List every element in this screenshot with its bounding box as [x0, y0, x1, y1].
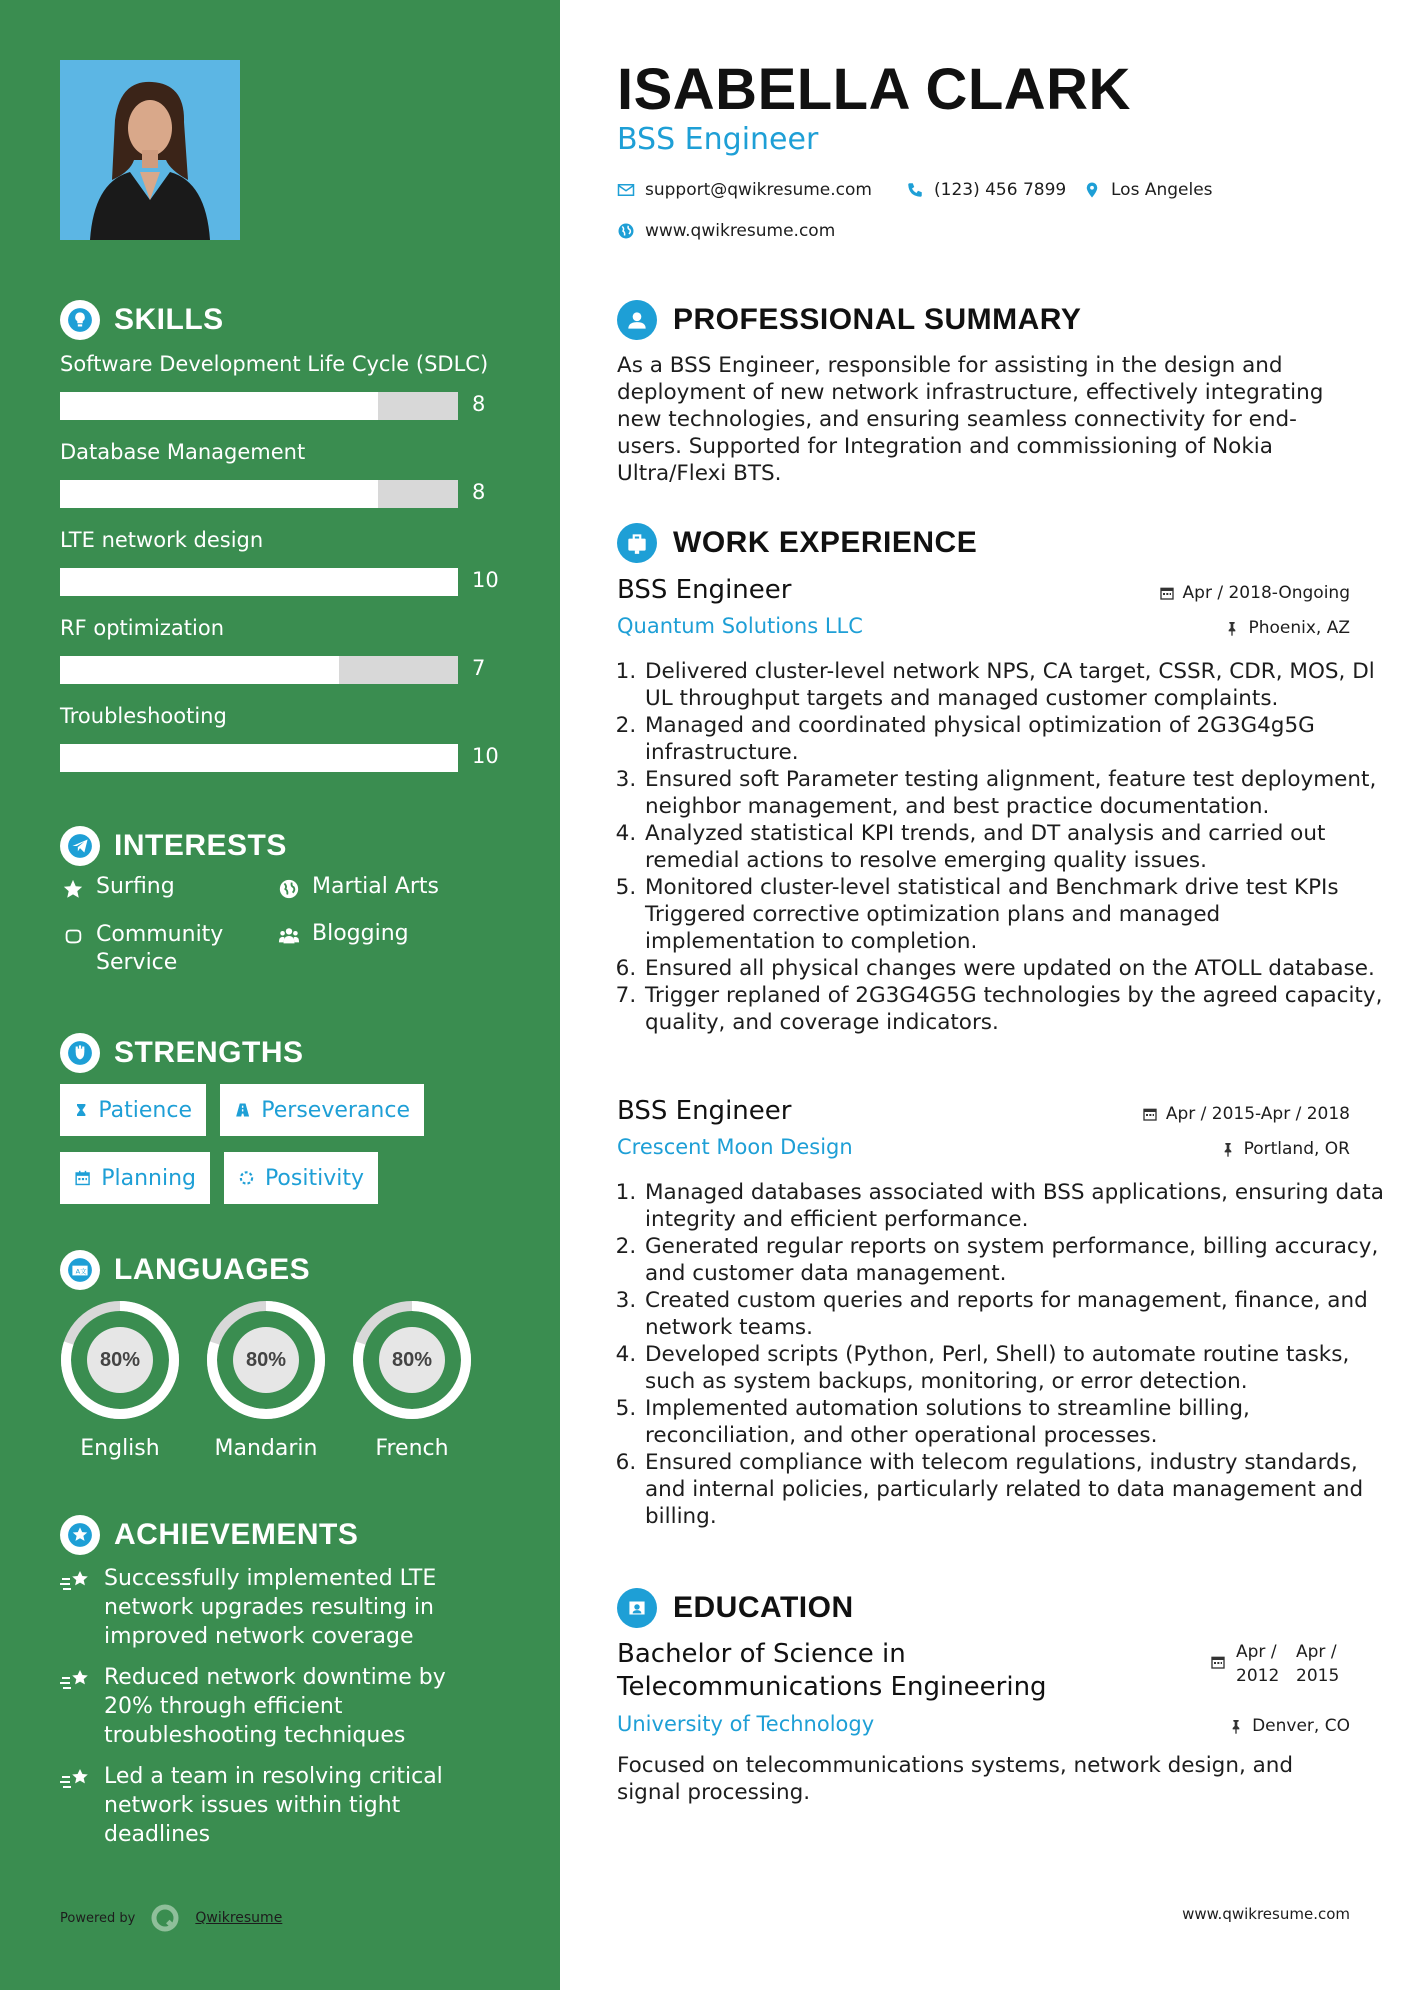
strength-chip-planning: Planning — [60, 1152, 210, 1204]
contact-website[interactable]: www.qwikresume.com — [617, 221, 835, 241]
education-degree: Bachelor of Science in Telecommunications Engineering — [617, 1639, 1047, 1702]
language-percent: 80% — [245, 1348, 287, 1371]
calendar-icon — [1142, 1106, 1158, 1122]
language-name: French — [375, 1436, 449, 1461]
duty-item: 6. Ensured all physical changes were updated on the ATOLL database. — [643, 955, 1385, 982]
envelope-icon — [617, 181, 635, 199]
language-percent: 80% — [391, 1348, 433, 1371]
skill-bar-fill — [60, 480, 378, 508]
road-icon — [234, 1099, 251, 1121]
skill-name: Database Management — [60, 440, 306, 464]
skill-bar — [60, 656, 458, 684]
main-content — [560, 0, 1407, 1990]
duty-item: 3. Ensured soft Parameter testing alignment, feature test deployment, neighbor management, and best practice documentation. — [643, 766, 1385, 820]
hourglass-icon — [74, 1099, 88, 1121]
users-icon — [276, 923, 302, 949]
thumbtack-icon — [1220, 1141, 1236, 1157]
skill-value: 10 — [472, 744, 499, 768]
globe-icon — [617, 222, 635, 240]
skill-value: 8 — [472, 480, 486, 504]
thumbtack-icon — [1228, 1718, 1244, 1734]
duty-item: 1. Managed databases associated with BSS applications, ensuring data integrity and efficient performance. — [643, 1179, 1385, 1233]
languages-heading: A文 LANGUAGES — [60, 1250, 310, 1290]
job-title-heading: BSS Engineer — [617, 122, 819, 157]
paper-plane-icon — [60, 826, 100, 866]
circle-notch-icon — [238, 1167, 255, 1189]
duty-item: 3. Created custom queries and reports for management, finance, and network teams. — [643, 1287, 1385, 1341]
star-icon — [60, 876, 86, 902]
job-1-company: Quantum Solutions LLC — [617, 614, 863, 638]
globe-icon — [276, 876, 302, 902]
skill-bar-fill — [60, 568, 458, 596]
language-item — [350, 1298, 474, 1461]
job-1-location: Phoenix, AZ — [1224, 618, 1350, 638]
strength-chip-perseverance: Perseverance — [220, 1084, 424, 1136]
job-1-duties — [617, 658, 1385, 1036]
language-name: English — [80, 1436, 160, 1461]
language-ring — [350, 1298, 474, 1422]
duty-item: 5. Monitored cluster-level statistical and Benchmark drive test KPIs Triggered corrective optimization plans and managed implementation to completion. — [643, 874, 1385, 955]
hand-icon — [60, 923, 86, 949]
graduation-icon — [617, 1588, 657, 1628]
summary-heading: PROFESSIONAL SUMMARY — [617, 300, 1081, 340]
duty-item: 4. Developed scripts (Python, Perl, Shell) to automate routine tasks, such as system backups, monitoring, or error detection. — [643, 1341, 1385, 1395]
language-item — [58, 1298, 182, 1461]
map-pin-icon — [1083, 181, 1101, 199]
footer-url[interactable]: www.qwikresume.com — [1182, 1905, 1350, 1923]
language-item — [204, 1298, 328, 1461]
briefcase-icon — [617, 523, 657, 563]
skill-name: Troubleshooting — [60, 704, 227, 728]
skill-name: Software Development Life Cycle (SDLC) — [60, 352, 489, 376]
strength-chip-patience: Patience — [60, 1084, 206, 1136]
job-1-title: BSS Engineer — [617, 575, 792, 605]
language-ring — [204, 1298, 328, 1422]
shooting-star-icon — [60, 1667, 92, 1750]
skill-bar-fill — [60, 656, 339, 684]
experience-heading: WORK EXPERIENCE — [617, 523, 977, 563]
powered-by: Powered by Qwikresume — [60, 1902, 282, 1934]
skill-value: 10 — [472, 568, 499, 592]
contact-email[interactable]: support@qwikresume.com — [617, 180, 872, 200]
interest-item: Community Service — [60, 921, 260, 977]
education-description: Focused on telecommunications systems, network design, and signal processing. — [617, 1753, 1294, 1805]
language-ring — [58, 1298, 182, 1422]
contact-phone[interactable]: (123) 456 7899 — [906, 180, 1066, 200]
language-icon — [60, 1250, 100, 1290]
achievement-item: Reduced network downtime by 20% through efficient troubleshooting techniques — [60, 1663, 500, 1750]
skill-bar — [60, 392, 458, 420]
sidebar — [0, 0, 560, 1990]
strength-chip-positivity: Positivity — [224, 1152, 378, 1204]
shooting-star-icon — [60, 1766, 92, 1849]
duty-item: 1. Delivered cluster-level network NPS, CA target, CSSR, CDR, MOS, Dl UL throughput targets and managed customer complaints. — [643, 658, 1385, 712]
interest-item: Blogging — [276, 921, 409, 949]
duty-item: 2. Managed and coordinated physical optimization of 2G3G4g5G infrastructure. — [643, 712, 1385, 766]
achievements-heading: ACHIEVEMENTS — [60, 1515, 358, 1555]
job-2-company: Crescent Moon Design — [617, 1135, 853, 1159]
language-percent: 80% — [99, 1348, 141, 1371]
duty-item: 6. Ensured compliance with telecom regulations, industry standards, and internal policies, particularly related to data management and billing. — [643, 1449, 1385, 1530]
interest-item: Martial Arts — [276, 874, 439, 902]
job-2-title: BSS Engineer — [617, 1096, 792, 1126]
profile-photo — [60, 60, 240, 240]
calendar-icon — [74, 1167, 91, 1189]
job-2-duties — [617, 1179, 1385, 1530]
skill-name: LTE network design — [60, 528, 264, 552]
candidate-name: ISABELLA CLARK — [617, 57, 1131, 122]
fist-icon — [60, 1033, 100, 1073]
calendar-icon — [1210, 1654, 1226, 1670]
education-heading: EDUCATION — [617, 1588, 854, 1628]
summary-text: As a BSS Engineer, responsible for assisting in the design and deployment of new network infrastructure, effectively integrating new technologies, and ensuring seamless connectivity for end-users. Supported for Integration and commissioning of Nokia Ultra/Flexi BTS. — [617, 353, 1324, 486]
skill-bar — [60, 568, 458, 596]
calendar-icon — [1159, 585, 1175, 601]
qwikresume-logo-icon — [149, 1902, 181, 1934]
duty-item: 2. Generated regular reports on system performance, billing accuracy, and customer data management. — [643, 1233, 1385, 1287]
education-school: University of Technology — [617, 1712, 875, 1736]
skill-value: 7 — [472, 656, 486, 680]
phone-icon — [906, 181, 924, 199]
duty-item: 4. Analyzed statistical KPI trends, and DT analysis and carried out remedial actions to resolve emerging quality issues. — [643, 820, 1385, 874]
skill-value: 8 — [472, 392, 486, 416]
interest-item: Surfing — [60, 874, 175, 902]
shooting-star-icon — [60, 1568, 92, 1651]
job-1-dates: Apr / 2018-Ongoing — [1159, 583, 1350, 603]
skill-name: RF optimization — [60, 616, 225, 640]
language-name: Mandarin — [214, 1436, 318, 1461]
achievement-item: Successfully implemented LTE network upgrades resulting in improved network coverage — [60, 1564, 500, 1651]
qwikresume-link[interactable]: Qwikresume — [195, 1910, 283, 1926]
thumbtack-icon — [1224, 620, 1240, 636]
achievement-item: Led a team in resolving critical network issues within tight deadlines — [60, 1762, 500, 1849]
job-2-dates: Apr / 2015-Apr / 2018 — [1142, 1104, 1350, 1124]
education-dates: Apr / 2012 Apr / 2015 — [1210, 1640, 1350, 1688]
lightbulb-icon — [60, 300, 100, 340]
contact-location: Los Angeles — [1083, 180, 1213, 200]
svg-text:A文: A文 — [75, 1267, 87, 1276]
skill-bar — [60, 480, 458, 508]
skills-heading: SKILLS — [60, 300, 224, 340]
duty-item: 5. Implemented automation solutions to streamline billing, reconciliation, and other operational processes. — [643, 1395, 1385, 1449]
strengths-heading: STRENGTHS — [60, 1033, 304, 1073]
skill-bar — [60, 744, 458, 772]
star-badge-icon — [60, 1515, 100, 1555]
interests-heading: INTERESTS — [60, 826, 287, 866]
skill-bar-fill — [60, 392, 378, 420]
duty-item: 7. Trigger replaned of 2G3G4G5G technologies by the agreed capacity, quality, and coverage indicators. — [643, 982, 1385, 1036]
job-2-location: Portland, OR — [1220, 1139, 1350, 1159]
user-icon — [617, 300, 657, 340]
skill-bar-fill — [60, 744, 458, 772]
education-location: Denver, CO — [1228, 1716, 1350, 1736]
